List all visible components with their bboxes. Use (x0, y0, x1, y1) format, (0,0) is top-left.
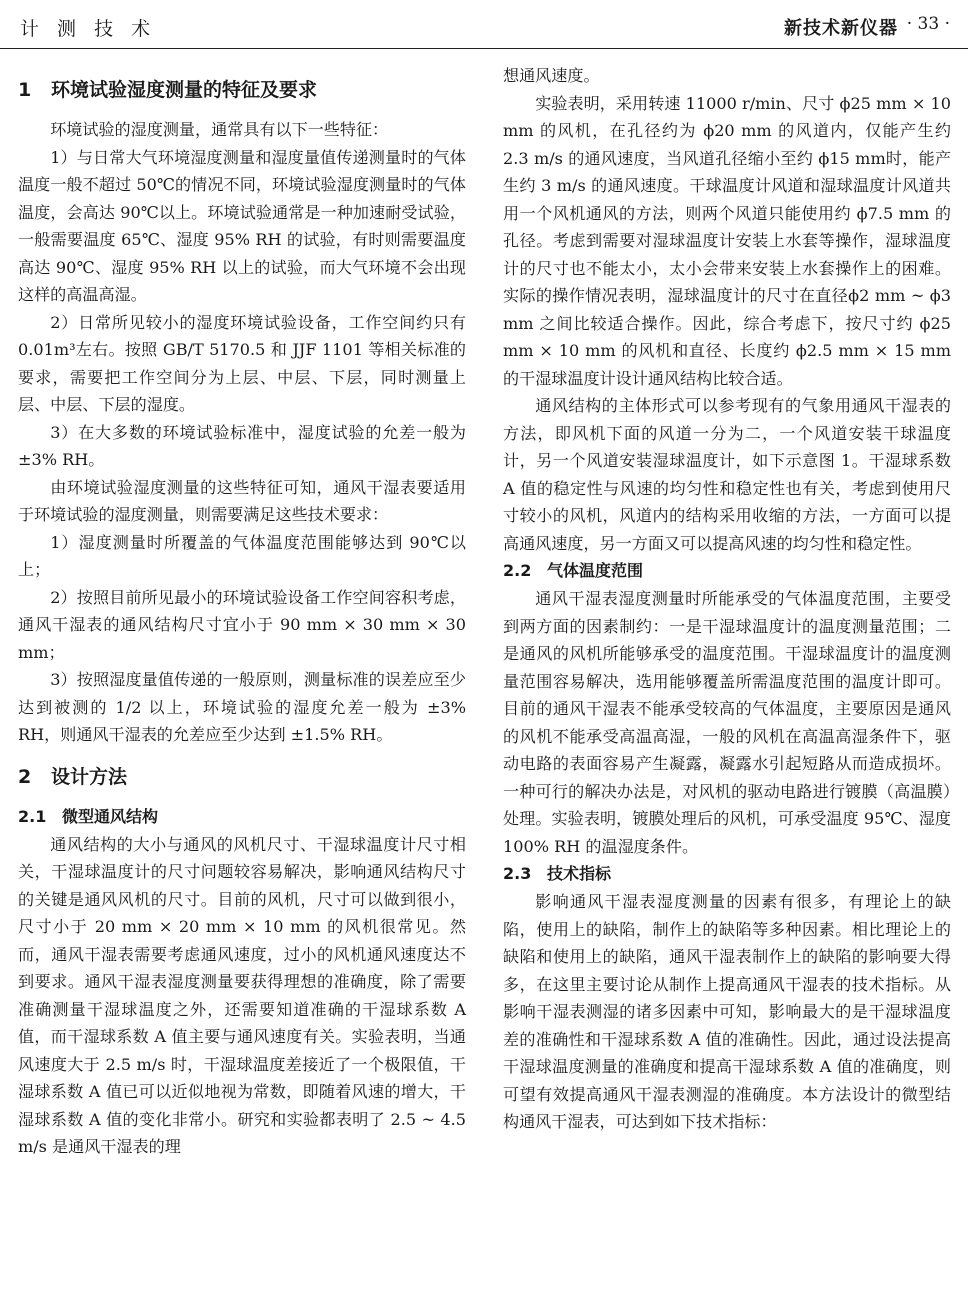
subsection-number: 2.1 (18, 806, 47, 826)
subsection-title: 微型通风结构 (62, 806, 159, 826)
column-name: 新技术新仪器 (784, 18, 898, 39)
paragraph: 2）日常所见较小的湿度环境试验设备，工作空间约只有 0.01m³左右。按照 GB/T 5170.5 和 JJF 1101 等相关标准的要求，需要把工作空间分为上层、中层、下层，同时测量上层、中层、下层的湿度。 (18, 312, 466, 414)
paragraph: 环境试验的湿度测量，通常具有以下一些特征： (50, 120, 389, 139)
subsection-2-3-heading (503, 860, 951, 887)
left-column (18, 62, 466, 1161)
page-number: · 33 · (906, 14, 950, 34)
section-2-heading (18, 763, 466, 791)
section-number: 2 (18, 765, 32, 788)
paragraph: 由环境试验湿度测量的这些特征可知，通风干湿表要适用于环境试验的湿度测量，则需要满足这些技术要求： (18, 477, 466, 524)
paragraph-continuation: 想通风速度。 (503, 66, 600, 85)
subsection-number: 2.3 (503, 864, 532, 883)
section-title: 设计方法 (51, 765, 128, 788)
paragraph: 3）在大多数的环境试验标准中，湿度试验的允差一般为 ±3% RH。 (18, 422, 466, 469)
running-header (0, 0, 968, 49)
paragraph: 2）按照目前所见最小的环境试验设备工作空间容积考虑，通风干湿表的通风结构尺寸宜小于 90 mm × 30 mm × 30 mm； (18, 587, 466, 662)
subsection-2-1-heading (18, 803, 466, 830)
paragraph: 影响通风干湿表湿度测量的因素有很多，有理论上的缺陷，使用上的缺陷，制作上的缺陷等多种因素。相比理论上的缺陷和使用上的缺陷，通风干湿表制作上的缺陷的影响要大得多，在这里主要讨论从制作上提高通风干湿表的技术指标。从影响干湿表测湿的诸多因素中可知，影响最大的是干湿球温度差的准确性和干湿球系数 A 值的准确性。因此，通过设法提高干湿球温度测量的准确度和提高干湿球系数 A 值的准确度，则可望有效提高通风干湿表测湿的准确度。本方法设计的微型结构通风干湿表，可达到如下技术指标： (503, 892, 951, 1131)
paragraph: 1）与日常大气环境湿度测量和湿度量值传递测量时的气体温度一般不超过 50℃的情况不同，环境试验湿度测量时的气体温度，会高达 90℃以上。环境试验通常是一种加速耐受试验，一般需要温度 65℃、湿度 95% RH 的试验，有时则需要温度高达 90℃、湿度 95% RH 以上的试验，而大气环境不会出现这样的高温高湿。 (18, 147, 466, 304)
paragraph: 通风结构的大小与通风的风机尺寸、干湿球温度计尺寸相关，干湿球温度计的尺寸问题较容易解决，影响通风结构尺寸的关键是通风风机的尺寸。目前的风机，尺寸可以做到很小，尺寸小于 20 mm × 20 mm × 10 mm 的风机很常见。然而，通风干湿表需要考虑通风速度，过小的风机通风速度达不到要求。通风干湿表湿度测量要获得理想的准确度，除了需要准确测量干湿球温度之外，还需要知道准确的干湿球系数 A 值，而干湿球系数 A 值主要与通风速度有关。实验表明，当通风速度大于 2.5 m/s 时，干湿球温度差接近了一个极限值，干湿球系数 A 值已可以近似地视为常数，即随着风速的增大，干湿球系数 A 值的变化非常小。研究和实验都表明了 2.5 ~ 4.5 m/s 是通风干湿表的理 (18, 834, 466, 1156)
journal-name: 计 测 技 术 (20, 18, 157, 40)
subsection-2-2-heading (503, 557, 951, 584)
paragraph: 实验表明，采用转速 11000 r/min、尺寸 ϕ25 mm × 10 mm 的风机，在孔径约为 ϕ20 mm 的风道内，仅能产生约 2.3 m/s 的通风速度，当风道孔径缩小至约 ϕ15 mm时，能产生约 3 m/s 的通风速度。干球温度计风道和湿球温度计风道共用一个风机通风的方法，则两个风道只能使用约 ϕ7.5 mm 的孔径。考虑到需要对湿球温度计安装上水套等操作，湿球温度计的尺寸也不能太小，太小会带来安装上水套操作上的困难。实际的操作情况表明，湿球温度计的尺寸在直径ϕ2 mm ~ ϕ3 mm 之间比较适合操作。因此，综合考虑下，按尺寸约 ϕ25 mm × 10 mm 的风机和直径、长度约 ϕ2.5 mm × 15 mm的干湿球温度计设计通风结构比较合适。 (503, 93, 951, 388)
subsection-title: 技术指标 (547, 864, 612, 883)
section-title: 环境试验湿度测量的特征及要求 (51, 79, 318, 101)
subsection-title: 气体温度范围 (547, 561, 644, 580)
section-1-heading (18, 76, 466, 104)
paragraph: 3）按照湿度量值传递的一般原则，测量标准的误差应至少达到被测的 1/2 以上，环境试验的湿度允差一般为 ±3% RH，则通风干湿表的允差应至少达到 ±1.5% RH。 (18, 670, 466, 744)
right-column (503, 62, 951, 1136)
paragraph: 通风结构的主体形式可以参考现有的气象用通风干湿表的方法，即风机下面的风道一分为二，一个风道安装干球温度计，另一个风道安装湿球温度计，如下示意图 1。干湿球系数 A 值的稳定性与风速的均匀性和稳定性也有关，考虑到使用尺寸较小的风机，风道内的结构采用收缩的方法，一方面可以提高通风速度，另一方面又可以提高风速的均匀性和稳定性。 (503, 396, 951, 553)
subsection-number: 2.2 (503, 561, 532, 580)
paragraph: 通风干湿表湿度测量时所能承受的气体温度范围，主要受到两方面的因素制约：一是干湿球温度计的温度测量范围；二是通风的风机所能够承受的温度范围。干湿球温度计的温度测量范围容易解决，选用能够覆盖所需温度范围的温度计即可。目前的通风干湿表不能承受较高的气体温度，主要原因是通风的风机不能承受高温高湿，一般的风机在高温高湿条件下，驱动电路的表面容易产生凝露，凝露水引起短路从而造成损坏。一种可行的解决办法是，对风机的驱动电路进行镀膜（高温膜）处理。实验表明，镀膜处理后的风机，可承受温度 95℃、湿度 100% RH 的温湿度条件。 (503, 589, 951, 856)
paragraph: 1）湿度测量时所覆盖的气体温度范围能够达到 90℃以上； (18, 532, 466, 579)
section-number: 1 (18, 79, 32, 101)
